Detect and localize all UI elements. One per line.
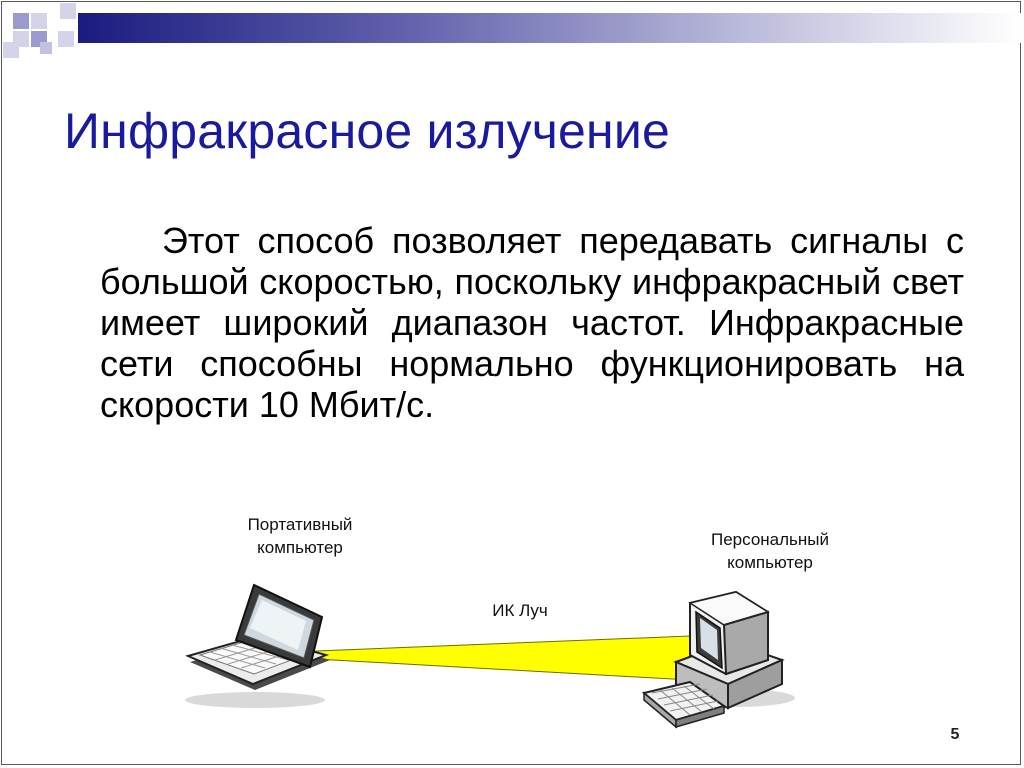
pc-label-line1: Персональный: [711, 530, 829, 549]
page-number: 5: [950, 726, 960, 743]
ir-beam-label: ИК Луч: [492, 601, 548, 620]
pc-label: [680, 528, 860, 574]
laptop-label: [210, 513, 390, 559]
body-paragraph: Этот способ позволяет передавать сигналы с большой скоростью, поскольку инфракрасный свет имеет широкий диапазон частот. Инфракрасные сети способны нормально функционировать на скорости 10 Мбит/с.: [100, 220, 964, 425]
ir-beam: [316, 636, 690, 680]
laptop-icon: [185, 585, 330, 708]
slide-title: Инфракрасное излучение: [64, 103, 670, 159]
pc-label-line2: компьютер: [727, 553, 813, 572]
laptop-label-line2: компьютер: [257, 538, 343, 557]
laptop-label-line1: Портативный: [247, 515, 353, 534]
desktop-pc-icon: [644, 592, 795, 768]
